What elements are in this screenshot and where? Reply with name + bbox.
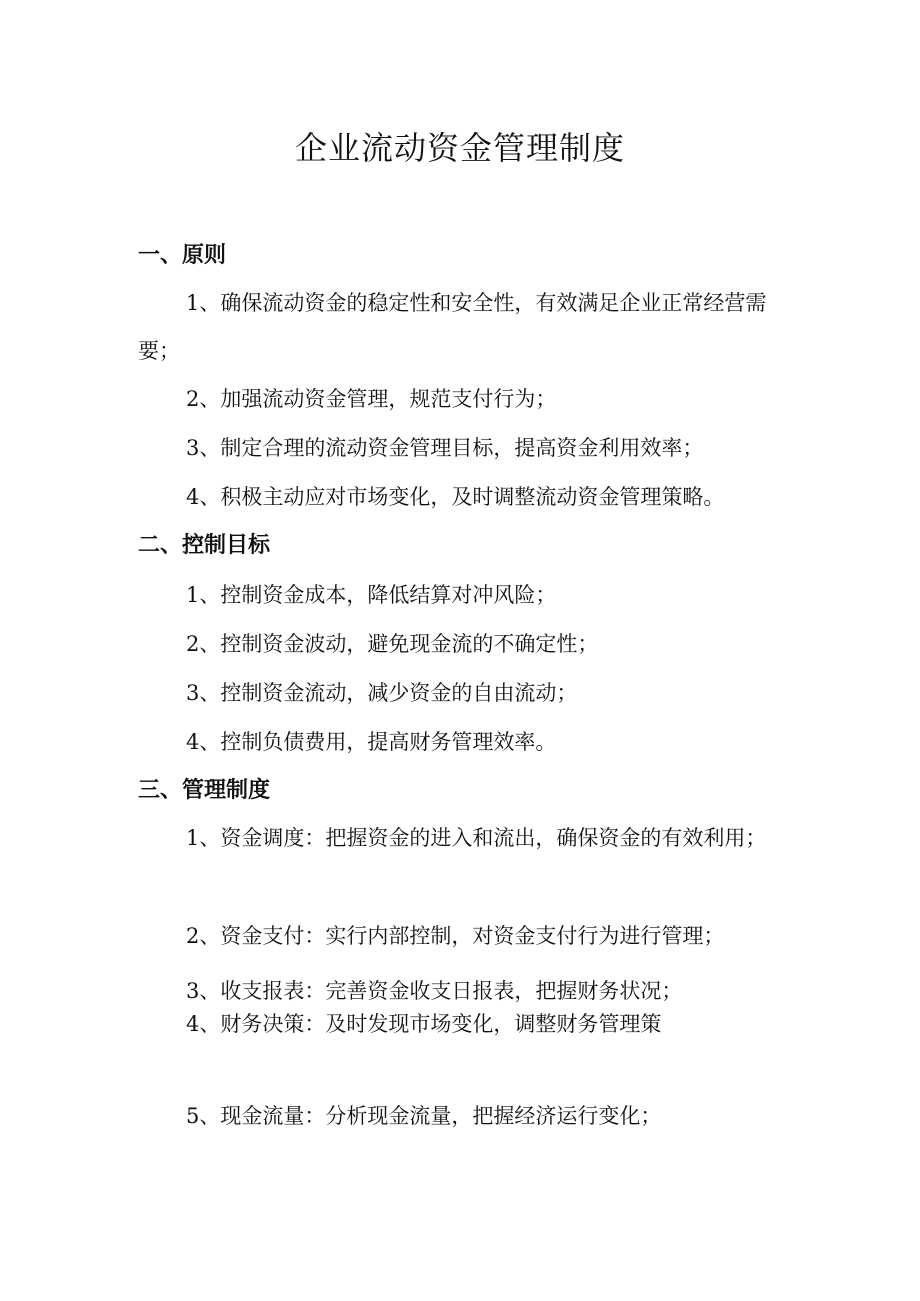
control-goal-item-4: 4、控制负债费用，提高财务管理效率。	[186, 730, 557, 754]
management-item-2: 2、资金支付：实行内部控制，对资金支付行为进行管理；	[186, 924, 725, 948]
section-heading-management-system: 三、管理制度	[138, 778, 271, 803]
management-item-3: 3、收支报表：完善资金收支日报表，把握财务状况；	[186, 979, 683, 1003]
document-title: 企业流动资金管理制度	[294, 129, 625, 167]
section-heading-control-goals: 二、控制目标	[138, 533, 271, 558]
management-item-4: 4、财务决策：及时发现市场变化，调整财务管理策	[186, 1012, 662, 1036]
control-goal-item-2: 2、控制资金波动，避免现金流的不确定性；	[186, 632, 599, 656]
control-goal-item-1: 1、控制资金成本，降低结算对冲风险；	[186, 583, 557, 607]
principle-item-3: 3、制定合理的流动资金管理目标，提高资金利用效率；	[186, 436, 704, 460]
principle-item-1: 1、确保流动资金的稳定性和安全性，有效满足企业正常经营需要；	[138, 291, 767, 363]
management-item-1: 1、资金调度：把握资金的进入和流出，确保资金的有效利用；	[186, 826, 767, 850]
control-goal-item-3: 3、控制资金流动，减少资金的自由流动；	[186, 681, 578, 705]
management-item-5: 5、现金流量：分析现金流量，把握经济运行变化；	[186, 1104, 662, 1128]
principle-item-2: 2、加强流动资金管理，规范支付行为；	[186, 387, 557, 411]
principle-item-4: 4、积极主动应对市场变化，及时调整流动资金管理策略。	[186, 485, 725, 509]
section-heading-principles: 一、原则	[138, 243, 227, 268]
